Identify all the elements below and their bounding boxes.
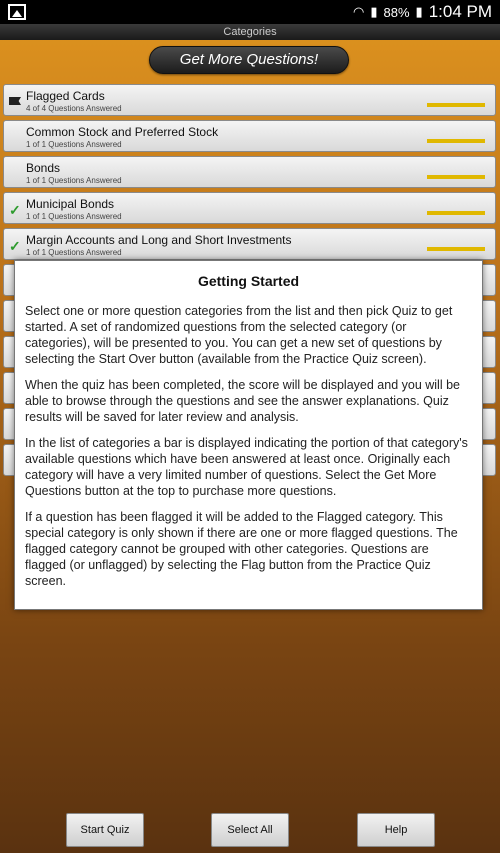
signal-icon: ▮	[370, 4, 378, 19]
check-icon: ✓	[9, 238, 21, 254]
progress-bar	[427, 175, 485, 179]
progress-bar	[427, 103, 485, 107]
battery-text: 88%	[383, 4, 410, 20]
dialog-paragraph-2: When the quiz has been completed, the score will be displayed and you will be able to browse through the questions and see the answer explanations. Quiz results will be saved for later review and analysis.	[25, 378, 460, 424]
category-sub: 1 of 1 Questions Answered	[26, 212, 122, 221]
bottom-bar	[0, 812, 500, 853]
category-label: Bonds	[26, 161, 61, 175]
progress-bar	[427, 139, 485, 143]
category-flagged[interactable]	[3, 84, 496, 116]
start-quiz-button[interactable]: Start Quiz	[66, 813, 144, 847]
category-label: Margin Accounts and Long and Short Investments	[26, 233, 292, 247]
category-bonds[interactable]	[3, 156, 496, 188]
title-bar: Categories	[0, 24, 500, 40]
category-sub: 1 of 1 Questions Answered	[26, 176, 122, 185]
category-label: Municipal Bonds	[26, 197, 115, 211]
category-sub: 4 of 4 Questions Answered	[26, 104, 122, 113]
category-sub: 1 of 1 Questions Answered	[26, 248, 122, 257]
progress-bar	[427, 211, 485, 215]
check-icon: ✓	[9, 202, 21, 218]
category-label: Flagged Cards	[26, 89, 105, 103]
category-margin-accounts[interactable]	[3, 228, 496, 260]
category-sub: 1 of 1 Questions Answered	[26, 140, 122, 149]
dialog-paragraph-3: In the list of categories a bar is displayed indicating the portion of that category's available questions which have been answered at least once. Originally each category will have a very limited number of questions. Select the Get More Questions button at the top to purchase more questions.	[25, 436, 468, 498]
dialog-paragraph-4: If a question has been flagged it will be added to the Flagged category. This special category is only shown if there are one or more flagged questions. The flagged category cannot be grouped with other categories. Questions are flagged (or unflagged) by selecting the Flag button from the Practice Quiz screen.	[25, 510, 458, 588]
progress-bar	[427, 247, 485, 251]
clock: 1:04 PM	[428, 2, 492, 21]
wifi-icon: ◠	[353, 4, 365, 19]
category-municipal-bonds[interactable]	[3, 192, 496, 224]
getting-started-dialog[interactable]	[14, 260, 483, 610]
status-bar	[0, 0, 500, 24]
battery-icon: ▮	[415, 4, 423, 19]
flag-icon	[9, 97, 21, 105]
dialog-paragraph-1: Select one or more question categories from the list and then pick Quiz to get started. A set of randomized questions from the selected category (or categories), will be presented to you. You can get a new set of questions by selecting the Start Over button (available from the Practice Quiz screen).	[25, 304, 453, 366]
get-more-questions-button[interactable]: Get More Questions!	[149, 46, 349, 74]
select-all-button[interactable]: Select All	[211, 813, 289, 847]
category-label: Common Stock and Preferred Stock	[26, 125, 219, 139]
dialog-title: Getting Started	[197, 273, 300, 289]
image-notification-icon	[8, 4, 26, 20]
help-button[interactable]: Help	[357, 813, 435, 847]
category-common-stock[interactable]	[3, 120, 496, 152]
